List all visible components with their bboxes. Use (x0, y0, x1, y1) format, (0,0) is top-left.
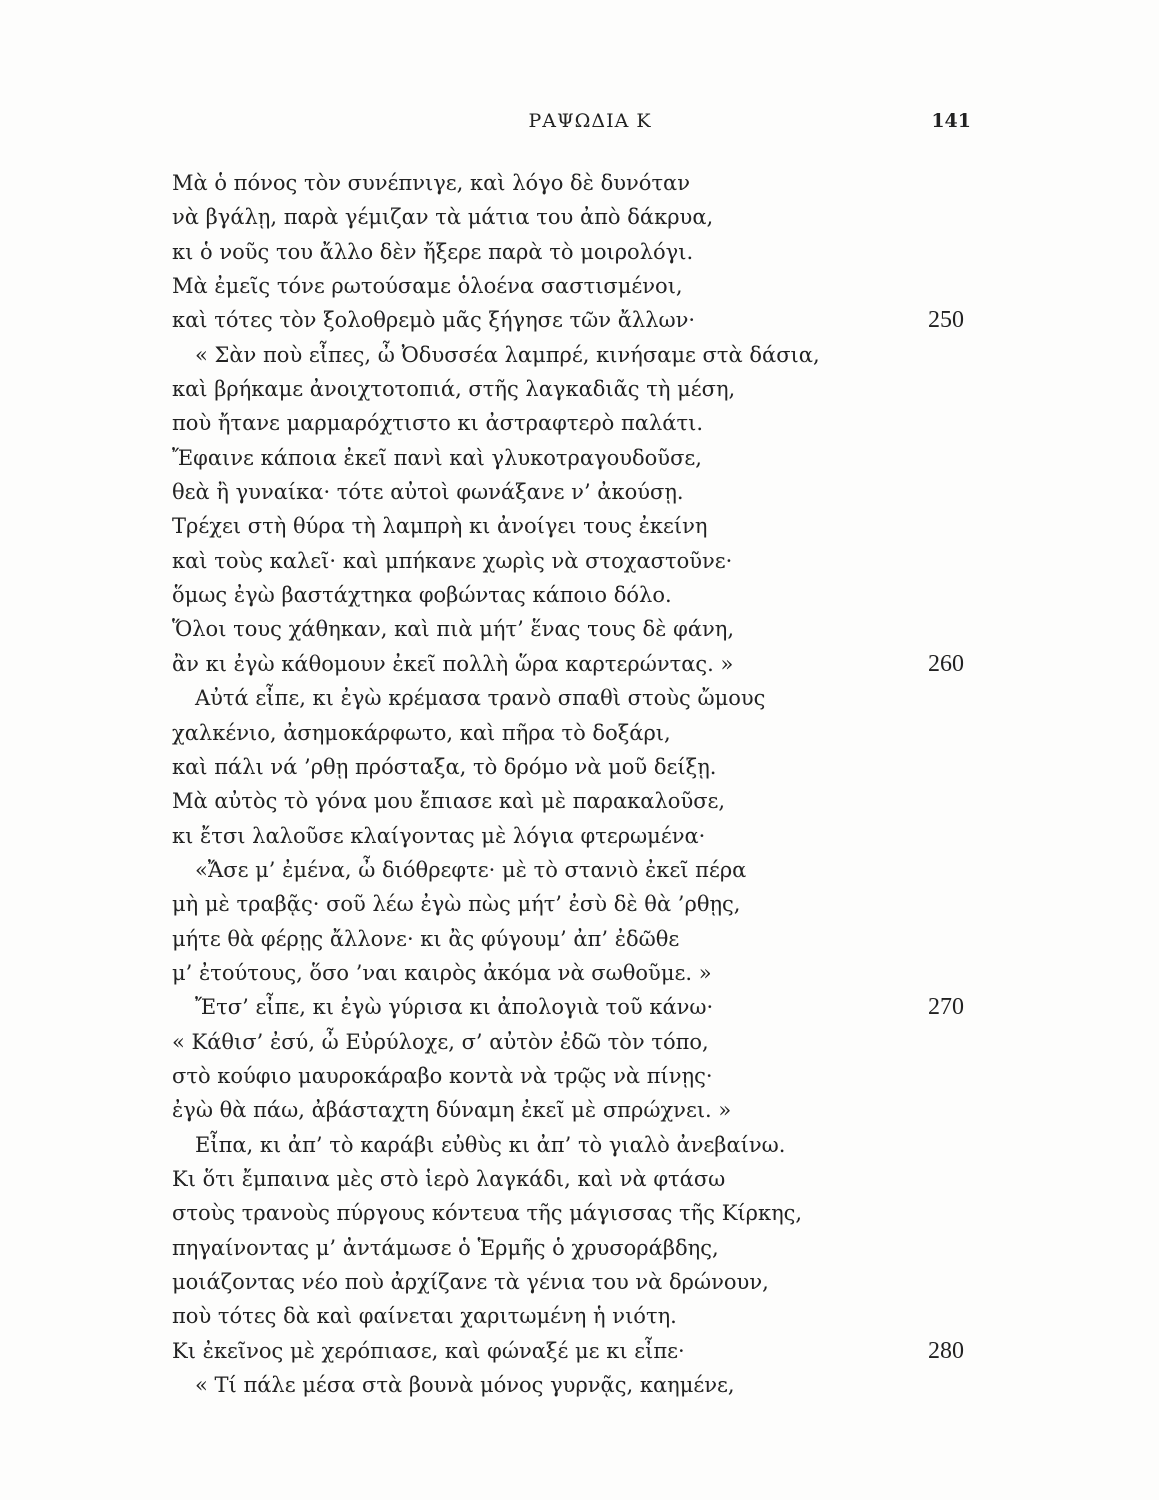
verse-text: κι ὁ νοῦς του ἄλλο δὲν ἤξερε παρὰ τὸ μοιρολόγι. (172, 239, 694, 264)
verse-line (0, 200, 1159, 234)
verse-line (0, 1093, 1159, 1127)
page-number: 141 (931, 110, 971, 132)
verse-text: χαλκένιο, ἀσημοκάρφωτο, καὶ πῆρα τὸ δοξάρι, (172, 720, 671, 745)
verse-line (0, 1059, 1159, 1093)
verse-text: καὶ πάλι νά ’ρθῃ πρόσταξα, τὸ δρόμο νὰ μοῦ δείξῃ. (172, 754, 717, 779)
verse-text: ποὺ τότες δὰ καὶ φαίνεται χαριτωμένη ἡ νιότη. (172, 1304, 677, 1329)
verse-line (0, 303, 1159, 337)
verse-text: καὶ τότες τὸν ξολοθρεμὸ μᾶς ξήγησε τῶν ἄλλων· (172, 308, 696, 333)
line-number: 270 (928, 994, 964, 1021)
verse-line (0, 956, 1159, 990)
verse-text: Τρέχει στὴ θύρα τὴ λαμπρὴ κι ἀνοίγει τους ἐκείνη (172, 514, 708, 539)
verse-text: μοιάζοντας νέο ποὺ ἀρχίζανε τὰ γένια του νὰ δρώνουν, (172, 1270, 769, 1294)
running-title: ΡΑΨΩΔΙΑ Κ (528, 110, 652, 132)
verse-text: « Τί πάλε μέσα στὰ βουνὰ μόνος γυρνᾷς, καημένε, (195, 1373, 735, 1398)
verse-text: Ὅλοι τους χάθηκαν, καὶ πιὰ μήτ’ ἕνας τους δὲ φάνη, (172, 617, 735, 642)
verse-line (0, 269, 1159, 303)
verse-line (0, 509, 1159, 543)
line-number: 280 (928, 1337, 964, 1364)
verse-line (0, 406, 1159, 440)
verse-text: «Ἄσε μ’ ἐμένα, ὦ διόθρεφτε· μὲ τὸ στανιὸ ἐκεῖ πέρα (195, 857, 747, 882)
verse-line (0, 750, 1159, 784)
verse-line (0, 1334, 1159, 1368)
verse-text: καὶ τοὺς καλεῖ· καὶ μπήκανε χωρὶς νὰ στοχαστοῦνε· (172, 548, 733, 573)
verse-text: νὰ βγάλῃ, παρὰ γέμιζαν τὰ μάτια του ἀπὸ δάκρυα, (172, 205, 714, 230)
verse-line (0, 475, 1159, 509)
verse-line (0, 853, 1159, 887)
verse-line (0, 681, 1159, 715)
verse-text: ποὺ ἤτανε μαρμαρόχτιστο κι ἀστραφτερὸ παλάτι. (172, 411, 703, 436)
verse-text: θεὰ ἢ γυναίκα· τότε αὐτοὶ φωνάξανε ν’ ἀκούσῃ. (172, 480, 684, 505)
verse-text: Αὐτά εἶπε, κι ἐγὼ κρέμασα τρανὸ σπαθὶ στοὺς ὤμους (195, 686, 766, 711)
verse-text: ἂν κι ἐγὼ κάθομουν ἐκεῖ πολλὴ ὥρα καρτερώντας. » (172, 651, 734, 676)
verse-text: « Σὰν ποὺ εἶπες, ὦ Ὀδυσσέα λαμπρέ, κινήσαμε στὰ δάσια, (195, 342, 820, 367)
poem-text (0, 166, 1159, 1402)
verse-text: Μὰ ὁ πόνος τὸν συνέπνιγε, καὶ λόγο δὲ δυνόταν (172, 171, 691, 195)
verse-text: Μὰ ἐμεῖς τόνε ρωτούσαμε ὁλοένα σαστισμένοι, (172, 274, 683, 299)
verse-line (0, 1299, 1159, 1333)
verse-text: ἐγὼ θὰ πάω, ἀβάσταχτη δύναμη ἐκεῖ μὲ σπρώχνει. » (172, 1098, 732, 1123)
verse-line (0, 922, 1159, 956)
verse-line (0, 887, 1159, 921)
verse-text: καὶ βρήκαμε ἀνοιχτοτοπιά, στῆς λαγκαδιᾶς τὴ μέση, (172, 377, 736, 402)
verse-line (0, 578, 1159, 612)
verse-text: Κι ἐκεῖνος μὲ χερόπιασε, καὶ φώναξέ με κι εἶπε· (172, 1338, 685, 1363)
verse-line (0, 1265, 1159, 1299)
verse-text: κι ἔτσι λαλοῦσε κλαίγοντας μὲ λόγια φτερωμένα· (172, 823, 706, 848)
verse-line (0, 1196, 1159, 1230)
verse-line (0, 166, 1159, 200)
verse-text: μὴ μὲ τραβᾷς· σοῦ λέω ἐγὼ πὼς μήτ’ ἐσὺ δὲ θὰ ’ρθῃς, (172, 892, 741, 917)
verse-text: στὸ κούφιο μαυροκάραβο κοντὰ νὰ τρῷς νὰ πίνῃς· (172, 1063, 713, 1088)
page-header (0, 110, 1159, 142)
verse-text: Ἔτσ’ εἶπε, κι ἐγὼ γύρισα κι ἀπολογιὰ τοῦ κάνω· (195, 995, 714, 1020)
verse-text: μ’ ἐτούτους, ὅσο ’ναι καιρὸς ἀκόμα νὰ σωθοῦμε. » (172, 960, 712, 985)
verse-line (0, 1025, 1159, 1059)
verse-line (0, 990, 1159, 1024)
verse-line (0, 784, 1159, 818)
verse-line (0, 1231, 1159, 1265)
verse-text: στοὺς τρανοὺς πύργους κόντευα τῆς μάγισσας τῆς Κίρκης, (172, 1201, 803, 1226)
verse-text: Μὰ αὐτὸς τὸ γόνα μου ἔπιασε καὶ μὲ παρακαλοῦσε, (172, 789, 726, 814)
verse-line (0, 338, 1159, 372)
verse-line (0, 235, 1159, 269)
verse-line (0, 544, 1159, 578)
line-number: 250 (928, 307, 964, 334)
verse-text: Ἔφαινε κάποια ἐκεῖ πανὶ καὶ γλυκοτραγουδοῦσε, (172, 445, 702, 470)
verse-text: Κι ὅτι ἔμπαινα μὲς στὸ ἱερὸ λαγκάδι, καὶ νὰ φτάσω (172, 1166, 726, 1191)
verse-text: μήτε θὰ φέρῃς ἄλλονε· κι ἂς φύγουμ’ ἀπ’ ἐδῶθε (172, 926, 680, 951)
verse-text: « Κάθισ’ ἐσύ, ὦ Εὐρύλοχε, σ’ αὐτὸν ἐδῶ τὸν τόπο, (172, 1029, 709, 1054)
verse-text: πηγαίνοντας μ’ ἀντάμωσε ὁ Ἑρμῆς ὁ χρυσοράβδης, (172, 1235, 719, 1260)
verse-line (0, 819, 1159, 853)
verse-text: Εἶπα, κι ἀπ’ τὸ καράβι εὐθὺς κι ἀπ’ τὸ γιαλὸ ἀνεβαίνω. (195, 1132, 786, 1157)
verse-line (0, 647, 1159, 681)
verse-line (0, 1128, 1159, 1162)
verse-line (0, 1368, 1159, 1402)
verse-line (0, 1162, 1159, 1196)
line-number: 260 (928, 650, 964, 677)
verse-line (0, 372, 1159, 406)
verse-line (0, 441, 1159, 475)
verse-line (0, 612, 1159, 646)
verse-line (0, 716, 1159, 750)
verse-text: ὅμως ἐγὼ βαστάχτηκα φοβώντας κάποιο δόλο. (172, 583, 672, 608)
